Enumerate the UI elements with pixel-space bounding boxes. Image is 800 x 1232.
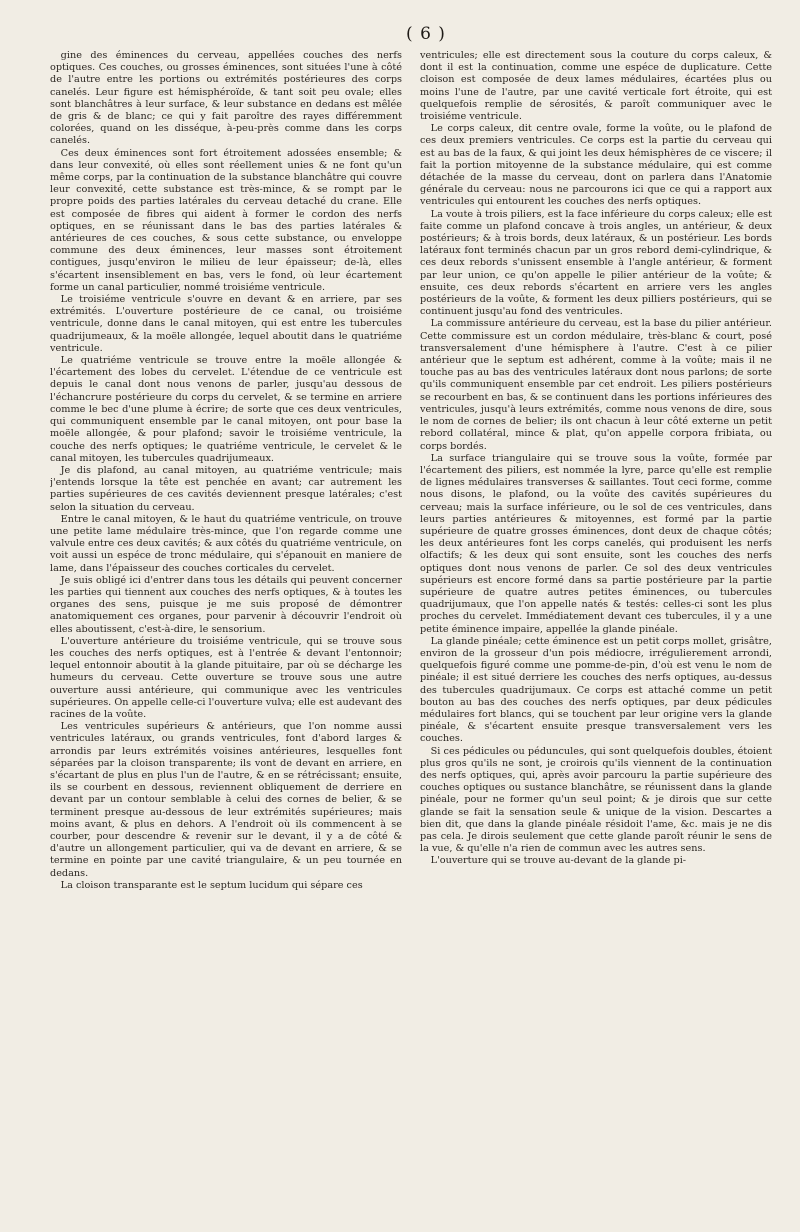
- paragraph: La voute à trois piliers, est la face inférieure du corps caleux; elle est faite comme un plafond concave à trois angles, un antérieur, & deux postérieurs; & à trois bords, deux latéraux, & un postérieur. Les bords latéraux font terminés chacun par un gros rebord demi-cylindrique, & ces deux rebords s'unissent ensemble à l'angle antérieur, & forment par leur union, ce qu'on appelle le pilier antérieur de la voûte; & ensuite, ces deux rebords s'écartent en arriere vers les angles postérieurs de la voûte, & forment les deux pilliers postérieurs, qui se continuent jusqu'au fond des ventricules.: [420, 208, 772, 318]
- paragraph: Le quatriéme ventricule se trouve entre la moële allongée & l'écartement des lobes du cervelet. L'étendue de ce ventricule est depuis le canal dont nous venons de parler, jusqu'au dessous de l'échancrure postérieure du corps du cervelet, & se termine en arriere comme le bec d'une plume à écrire; de sorte que ces deux ventricules, qui communiquent ensemble par le canal mitoyen, ont pour base la moële allongée, & pour plafond; savoir le troisiéme ventricule, la couche des nerfs optiques; le quatriéme ventricule, le cervelet & le canal mitoyen, les tubercules quadrijumeaux.: [50, 355, 402, 464]
- paragraph: ventricules; elle est directement sous la couture du corps caleux, & dont il est la continuation, comme une espéce de duplicature. Cette cloison est composée de deux lames médulaires, écartées plus ou moins l'une de l'autre, par une cavité verticale fort étroite, qui est quelquefois remplie de sérosités, & paroît communiquer avec le troisiéme ventricule.: [420, 50, 772, 123]
- paragraph: La cloison transparante est le septum lucidum qui sépare ces: [60, 879, 363, 891]
- left-column: [50, 50, 402, 1220]
- page-number: ( 6 ): [406, 24, 446, 44]
- paragraph: Les ventricules supérieurs & antérieurs, que l'on nomme aussi ventricules latéraux, ou grands ventricules, font d'abord larges & arrondis par leurs extrémités voisines antérieures, lesquelles font séparées par la cloison transparente; ils vont de devant en arriere, en s'écartant de plus en plus l'un de l'autre, & en se rétrécissant; ensuite, ils se courbent en dessous, reviennent obliquement de derriere en devant par un contour semblable à celui des cornes de belier, & se terminent presque au-dessous de leur extrémités supérieures; mais moins avant, & plus en dehors. A l'endroit où ils commencent à se courber, pour descendre & revenir sur le devant, il y a de côté & d'autre un allongement particulier, qui va de devant en arriere, & se termine en pointe par une cavité triangulaire, & un peu tournée en dedans.: [50, 721, 402, 879]
- text-columns: [50, 50, 772, 1220]
- paragraph: Si ces pédicules ou péduncules, qui sont quelquefois doubles, étoient plus gros qu'ils ne sont, je croirois qu'ils viennent de la continuation des nerfs optiques, qui, après avoir parcouru la partie supérieure des couches optiques ou sustance blanchâtre, se réunissent dans la glande pinéale, pour ne former qu'un seul point; & je dirois que sur cette glande se fait la sensation seule & unique de la vision. Descartes a bien dit, que dans la glande pinéale résidoit l'ame, &c. mais je ne dis pas cela. Je dirois seulement que cette glande paroît réunir le sens de la vue, & qu'elle n'a rien de commun avec les autres sens.: [420, 745, 772, 855]
- paragraph: L'ouverture qui se trouve au-devant de la glande pi-: [430, 855, 687, 867]
- paragraph: Je dis plafond, au canal mitoyen, au quatriéme ventricule; mais j'entends lorsque la tête est penchée en avant; car autrement les parties supérieures de ces cavités deviennent presque latérales; c'est selon la situation du cerveau.: [50, 464, 402, 513]
- paragraph: Le troisiéme ventricule s'ouvre en devant & en arriere, par ses extrémités. L'ouverture postérieure de ce canal, ou troisiéme ventricule, donne dans le canal mitoyen, qui est entre les tubercules quadrijumeaux, & la moële allongée, lequel aboutit dans le quatriéme ventricule.: [50, 294, 402, 354]
- paragraph: Je suis obligé ici d'entrer dans tous les détails qui peuvent concerner les parties qui tiennent aux couches des nerfs optiques, & à toutes les organes des sens, puisque je me suis proposé de démontrer anatomiquement ces organes, pour parvenir à découvrir l'endroit où elles aboutissent, c'est-à-dire, le sensorium.: [50, 574, 402, 635]
- paragraph: La glande pinéale; cette éminence est un petit corps mollet, grisâtre, environ de la grosseur d'un pois médiocre, irrégulierement arrondi, quelquefois figuré comme une pomme-de-pin, d'où est venu le nom de pinéale; il est situé derriere les couches des nerfs optiques, au-dessus des tubercules quadrijumaux. Ce corps est attaché comme un petit bouton au bas des couches des nerfs optiques, par deux pédicules médulaires fort blancs, qui se touchent par leur origine vers la glande pinéale, & s'écartent ensuite presque transversalement vers les couches.: [420, 635, 772, 745]
- paragraph: La commissure antérieure du cerveau, est la base du pilier antérieur. Cette commissure est un cordon médulaire, très-blanc & court, posé transversalement d'une hémisphere à l'autre. C'est à ce pilier antérieur que le septum est adhérent, comme à la voûte; mais il ne touche pas au bas des ventricules latéraux dont nous parlons; de sorte qu'ils communiquent ensemble par cet endroit. Les piliers postérieurs se recourbent en bas, & se continuent dans les portions inférieures des ventricules, jusqu'à leurs extrémités, comme nous venons de dire, sous le nom de cornes de belier; ils ont chacun à leur côté externe un petit rebord collatéral, mince & plat, qu'on appelle corpora fribiata, ou corps bordés.: [420, 318, 772, 452]
- paragraph: Ces deux éminences sont fort étroitement adossées ensemble; & dans leur convexité, où elles sont réellement unies & ne font qu'un même corps, par la continuation de la substance blanchâtre qui couvre leur convexité, cette substance est très-mince, & se rompt par le propre poids des parties latérales du cerveau detaché du crane. Elle est composée de fibres qui aident à former le cordon des nerfs optiques, en se réunissant dans le bas des parties latérales & antérieures de ces couches, & sous cette substance, ou enveloppe commune des deux éminences, leur masses sont étroitement contigues, jusqu'environ le milieu de leur épaisseur; de-là, elles s'écartent insensiblement en bas, vers le fond, où leur écartement forme un canal particulier, nommé troisiéme ventricule.: [50, 147, 402, 293]
- right-column: [420, 50, 772, 1220]
- paragraph: Entre le canal mitoyen, & le haut du quatriéme ventricule, on trouve une petite lame médulaire très-mince, que l'on regarde comme une valvule entre ces deux cavités; & aux côtés du quatriéme ventricule, on voit aussi un espéce de tronc médulaire, qui s'épanouit en maniere de lame, dans l'épaisseur des couches corticales du cervelet.: [50, 513, 402, 574]
- paragraph: gine des éminences du cerveau, appellées couches des nerfs optiques. Ces couches, ou grosses éminences, sont situées l'une à côté de l'autre entre les portions ou extrémités postérieures des corps canelés. Leur figure est hémisphéroïde, & tant soit peu ovale; elles sont blanchâtres à leur surface, & leur substance en dedans est mêlée de gris & de blanc; ce qui y fait paroître des rayes différemment colorées, quand on les disséque, à-peu-près comme dans les corps canelés.: [50, 50, 402, 147]
- paragraph: L'ouverture antérieure du troisiéme ventricule, qui se trouve sous les couches des nerfs optiques, est à l'entrée & devant l'entonnoir; lequel entonnoir aboutit à la glande pituitaire, par où se décharge les humeurs du cerveau. Cette ouverture se trouve sous une autre ouverture aussi antérieure, qui communique avec les ventricules supérieures. On appelle celle-ci l'ouverture vulva; elle est audevant des racines de la voûte.: [50, 635, 402, 720]
- paragraph: La surface triangulaire qui se trouve sous la voûte, formée par l'écartement des piliers, est nommée la lyre, parce qu'elle est remplie de lignes médulaires transverses & saillantes. Tout ceci forme, comme nous disons, le plafond, ou la voûte des cavités supérieures du cerveau; mais la surface inférieure, ou le sol de ces ventricules, dans leurs parties antérieures & mitoyennes, est formé par la partie supérieure de quatre grosses éminences, dont deux de chaque côtés; les deux antérieures font les corps canelés, qui produisent les nerfs olfactifs; & les deux qui sont ensuite, sont les couches des nerfs optiques dont nous venons de parler. Ce sol des deux ventricules supérieurs est encore formé dans sa partie postérieure par la partie supérieure de quatre autres petites éminences, ou tubercules quadrijumaux, que l'on appelle natés & testés: celles-ci sont les plus proches du cervelet. Immédiatement devant ces tubercules, il y a une petite éminence impaire, appellée la glande pinéale.: [420, 452, 772, 635]
- paragraph: Le corps caleux, dit centre ovale, forme la voûte, ou le plafond de ces deux premiers ventricules. Ce corps est la partie du cerveau qui est au bas de la faux, & qui joint les deux hémisphères de ce viscere; il fait la portion mitoyenne de la substance médulaire, qui est comme détachée de la masse du cerveau, dont on parlera dans l'Anatomie générale du cerveau: nous ne parcourons ici que ce qui a rapport aux ventricules qui entourent les couches des nerfs optiques.: [420, 123, 772, 208]
